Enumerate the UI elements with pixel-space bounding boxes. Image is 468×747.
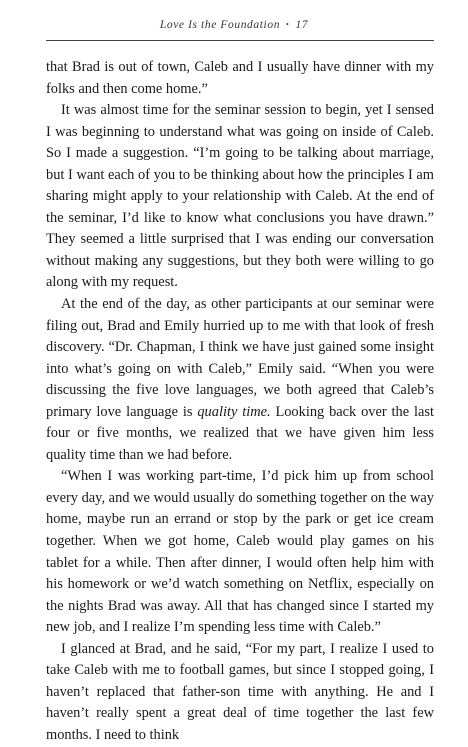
paragraph-2: [46, 100, 434, 294]
paragraph-4-text: “When I was working part-time, I’d pick him up from school every day, and we would usually do something together on the way home, maybe run an errand or stop by the park or get ice cream together. When we got home, Caleb would play games on his tablet for a while. Then after dinner, I would often help him with his homework or we’d watch something on Netflix, especially on the nights Brad was away. All that has changed since I started my new job, and I realize I’m spending less time with Caleb.”: [46, 468, 434, 636]
paragraph-3: [46, 294, 434, 466]
paragraph-1-text: that Brad is out of town, Caleb and I usually have dinner with my folks and then come home.”: [46, 59, 434, 97]
header-separator: •: [286, 20, 290, 29]
paragraph-4: [46, 466, 434, 638]
paragraph-5: [46, 639, 434, 747]
page-number: 17: [295, 19, 309, 31]
paragraph-2-text: It was almost time for the seminar session to begin, yet I sensed I was beginning to understand what was going on inside of Caleb. So I made a suggestion. “I’m going to be talking about marriage, but I want each of you to be thinking about how the principles I am sharing might apply to your relationship with Caleb. At the end of the seminar, I’d like to know what conclusions you have drawn.” They seemed a little surprised that I was ending our conversation without making any suggestions, but they both were willing to go along with my request.: [46, 102, 434, 291]
running-head: [0, 19, 468, 31]
paragraph-3-text: At the end of the day, as other participants at our seminar were filing out, Brad and Emily hurried up to me with that look of fresh discovery. “Dr. Chapman, I think we have just gained some insight into what’s going on with Caleb,” Emily said. “When you were discussing the five love languages, we both agreed that Caleb’s primary love language is: [46, 296, 434, 420]
emphasis-quality-time: quality time.: [197, 403, 271, 420]
body-text: [46, 57, 434, 747]
paragraph-5-text: I glanced at Brad, and he said, “For my part, I realize I used to take Caleb with me to football games, but since I stopped going, I haven’t replaced that father-son time with anything. He and I haven’t really spent a great deal of time together the last few months. I need to think: [46, 640, 434, 743]
paragraph-1: [46, 57, 434, 100]
chapter-title: Love Is the Foundation: [159, 19, 281, 31]
paragraph-3-continuation: Looking back over the last four or five months, we realized that we have given him less quality time than we had before.: [46, 403, 434, 463]
header-rule: [46, 40, 434, 41]
